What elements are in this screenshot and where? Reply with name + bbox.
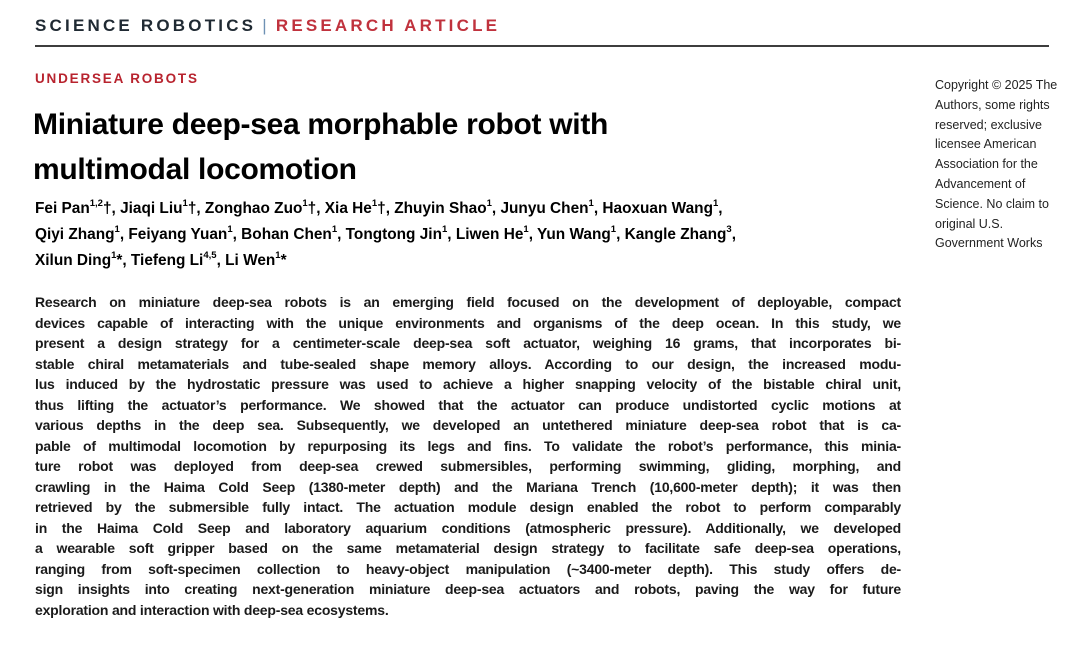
affiliation-superscript: 1: [302, 197, 308, 209]
affiliation-superscript: 1: [610, 223, 617, 235]
author-line: Fei Pan$^{1,2}$†, Jiaqi Liu$^1$†, Zonghao Zuo$^1$†, Xia He$^1$†, Zhuyin Shao$^1$, Junyu Chen$^1$, Haoxuan Wang$^1$,: [35, 197, 723, 217]
text-line: licensee American: [935, 137, 1037, 152]
masthead-rule: [35, 45, 1049, 47]
affiliation-superscript: 1: [713, 197, 719, 209]
text-line: Science. No claim to: [935, 196, 1049, 211]
text-line: reserved; exclusive: [935, 117, 1042, 132]
affiliation-superscript: 1: [331, 223, 338, 235]
section-label: UNDERSEA ROBOTS: [35, 71, 199, 86]
text-line: lus induced by the hydrostatic pressure was used to achieve a higher snapping velocity of the bistable chiral unit,: [35, 376, 901, 392]
text-line: Government Works: [935, 236, 1043, 251]
affiliation-superscript: 1: [114, 223, 120, 235]
abstract-text: [35, 292, 901, 620]
affiliation-superscript: 1: [441, 223, 448, 235]
affiliation-superscript: 4,5: [203, 249, 217, 261]
title-line-2: multimodal locomotion: [33, 153, 357, 186]
affiliation-superscript: 1: [486, 197, 492, 209]
masthead-separator: |: [262, 16, 270, 35]
affiliation-superscript: 1: [227, 223, 233, 235]
text-line: crawling in the Haima Cold Seep (1380-meter depth) and the Mariana Trench (10,600-meter depth); it was then: [35, 478, 901, 495]
text-line: ranging from soft-specimen collection to heavy-object manipulation (~3400-meter depth). This study offers de-: [35, 560, 901, 577]
affiliation-superscript: 1: [182, 197, 188, 209]
text-line: pable of multimodal locomotion by repurposing its legs and fins. To validate the robot’s performance, this minia-: [35, 437, 901, 454]
text-line: present a design strategy for a centimeter-scale deep-sea soft actuator, weighing 16 grams, that incorporates bi-: [35, 335, 901, 351]
author-line: Xilun Ding$^1$*, Tiefeng Li$^{4,5}$, Li Wen$^1$*: [35, 249, 287, 269]
text-line: thus lifting the actuator’s performance. We showed that the actuator can produce undistorted cyclic motions at: [35, 396, 901, 413]
text-line: original U.S.: [935, 216, 1004, 231]
author-line: Qiyi Zhang$^1$, Feiyang Yuan$^1$, Bohan Chen$^1$, Tongtong Jin$^1$, Liwen He$^1$, Yun Wang$^1$, Kangle Zhang$^3$,: [35, 223, 736, 243]
text-line: various depths in the deep sea. Subsequently, we developed an untethered miniature deep-sea robot that is ca-: [35, 417, 901, 433]
article-type-label: RESEARCH ARTICLE: [275, 16, 501, 35]
affiliation-superscript: 1: [523, 223, 529, 235]
masthead: [35, 16, 500, 36]
author-list: [35, 196, 915, 274]
text-line: a wearable soft gripper based on the same metamaterial design strategy to facilitate safe deep-sea operations,: [35, 540, 901, 556]
text-line: ture robot was deployed from deep-sea crewed submersibles, performing swimming, gliding, morphing, and: [35, 458, 901, 474]
text-line: stable chiral metamaterials and tube-sealed shape memory alloys. According to our design, the increased modu-: [35, 355, 901, 372]
affiliation-superscript: 1,2: [89, 197, 103, 209]
text-line: retrieved by the submersible fully intact. The actuation module design enabled the robot to perform comparably: [35, 499, 901, 515]
journal-name: SCIENCE ROBOTICS: [35, 16, 257, 35]
text-line: devices capable of interacting with the unique environments and organisms of the deep ocean. In this study, we: [35, 314, 901, 331]
text-line: in the Haima Cold Seep and laboratory aquarium conditions (atmospheric pressure). Additionally, we developed: [35, 519, 901, 536]
affiliation-superscript: 1: [275, 249, 281, 261]
affiliation-superscript: 1: [588, 197, 594, 209]
affiliation-superscript: 3: [726, 223, 732, 235]
text-line: Authors, some rights: [935, 97, 1050, 112]
text-line: Advancement of: [935, 176, 1026, 191]
copyright-notice: [935, 76, 1065, 254]
text-line: Copyright © 2025 The: [935, 78, 1058, 92]
page-title: [33, 102, 793, 192]
text-line: Research on miniature deep-sea robots is an emerging field focused on the development of deployable, compact: [35, 294, 901, 310]
affiliation-superscript: 1: [111, 249, 117, 261]
text-line: exploration and interaction with deep-sea ecosystems.: [35, 601, 389, 618]
text-line: Association for the: [935, 157, 1038, 172]
text-line: sign insights into creating next-generation miniature deep-sea actuators and robots, paving the way for future: [35, 581, 901, 597]
affiliation-superscript: 1: [371, 197, 378, 209]
title-line-1: Miniature deep-sea morphable robot with: [33, 108, 609, 141]
